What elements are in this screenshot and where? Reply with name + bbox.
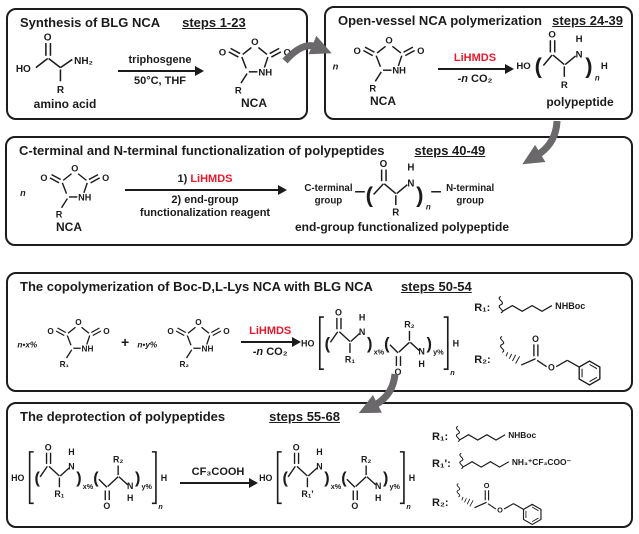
exo-o-left: O — [218, 47, 227, 59]
r1-definition — [474, 294, 607, 322]
atom-h2: H — [127, 492, 134, 503]
atom-h-end: H — [408, 472, 416, 483]
paren-close: ) — [585, 53, 593, 79]
arrow-line — [438, 68, 512, 70]
panel5-header — [8, 404, 631, 424]
ammonium-tfa-label: NH₃⁺CF₃COO⁻ — [511, 456, 571, 467]
paren-close-1: ) — [76, 469, 82, 488]
sub-n: n — [406, 501, 411, 511]
sub-xpct: x% — [373, 347, 385, 357]
atom-r: R — [56, 85, 65, 97]
atom-h-end: H — [600, 60, 608, 72]
arrow-line — [125, 189, 285, 191]
sub-n: n — [450, 367, 455, 377]
atom-ho: HO — [516, 60, 531, 72]
endgroup-polypeptide-caption: end-group functionalized polypeptide — [295, 219, 509, 234]
sub-n: n — [158, 501, 163, 511]
atom-ho: HO — [301, 338, 315, 349]
atom-h-end: H — [452, 338, 460, 349]
amino-acid-drawing — [14, 30, 116, 98]
paren-open-1: ( — [324, 334, 331, 353]
atom-n1: N — [68, 461, 75, 472]
prefix-n: n — [332, 59, 339, 71]
panel3-steps: steps 40-49 — [414, 143, 486, 158]
ring-r: R — [369, 82, 377, 94]
atom-n: N — [575, 49, 583, 61]
polypeptide-drawing — [514, 28, 639, 96]
arrow-line — [241, 341, 299, 343]
plus-sign: + — [121, 333, 130, 350]
exo-o-right: O — [223, 327, 230, 336]
panel4-title: The copolymerization of Boc-D,L-Lys NCA with BLG NCA — [20, 279, 373, 294]
panel1-header — [8, 10, 306, 30]
paren-close-1: ) — [367, 334, 373, 353]
atom-o1: O — [292, 442, 300, 453]
atom-h2: H — [375, 492, 382, 503]
nhboc-label: NHBoc — [508, 429, 537, 440]
paren-open-2: ( — [384, 334, 390, 353]
reagent-triphosgene: triphosgene — [128, 53, 192, 66]
panel-open-vessel-polymerization — [324, 6, 633, 120]
atom-r1-prime: R₁' — [301, 488, 314, 499]
ring-r: R — [234, 85, 242, 97]
exo-o-left: O — [353, 44, 361, 56]
atom-r2: R₂ — [404, 319, 415, 330]
atom-h-top: H — [407, 162, 415, 174]
flow-arrow-panel1-to-panel2 — [281, 28, 335, 66]
atom-n2: N — [375, 480, 382, 491]
ring-o: O — [385, 34, 393, 46]
n-terminal-label: N-terminal — [446, 182, 495, 194]
ring-nh: NH — [392, 64, 406, 76]
step2-line2: functionalization reagent — [139, 206, 271, 219]
carbonyl-o: O — [531, 334, 539, 345]
exo-o-right: O — [283, 47, 291, 59]
exo-o-left: O — [40, 173, 48, 184]
r2-chain-benzyl — [491, 330, 607, 389]
flow-arrow-panel2-to-panel3 — [512, 116, 564, 170]
paren-open: ( — [534, 53, 542, 79]
sub-n: n — [594, 73, 600, 83]
nca-structure-2 — [330, 30, 436, 108]
panel1-title: Synthesis of BLG NCA — [20, 15, 161, 30]
c-terminal-label: C-terminal — [304, 182, 353, 194]
panel3-title: C-terminal and N-terminal functionalization of polypeptides — [19, 143, 385, 158]
rgroup-legend-p5 — [432, 424, 578, 528]
rgroup-legend-p4 — [474, 294, 607, 389]
nhboc-label: NHBoc — [555, 300, 586, 311]
endgroup-polypeptide-drawing — [296, 159, 508, 221]
atom-r1: R₁ — [345, 354, 356, 365]
r1-chain-nhboc — [448, 424, 544, 450]
r1-prime-label: R₁': — [432, 458, 451, 470]
paren-close: ) — [416, 181, 424, 207]
sub-xpct: x% — [330, 481, 342, 491]
nca-structure-3 — [17, 158, 121, 234]
boc-lys-nca-structure — [10, 313, 120, 370]
arrow-line — [118, 70, 202, 72]
panel4-steps: steps 50-54 — [400, 279, 472, 294]
flow-arrow-panel4-to-panel5 — [346, 370, 402, 418]
panel4-header — [8, 274, 631, 294]
atom-n1: N — [316, 461, 323, 472]
sub-ypct: y% — [389, 481, 400, 491]
ester-o: O — [547, 362, 555, 373]
reagent-lihmds: LiHMDS — [453, 51, 497, 64]
reaction-arrow-2 — [436, 52, 514, 86]
ring-o: O — [195, 318, 202, 327]
amino-acid-structure — [14, 30, 116, 111]
atom-h2: H — [418, 358, 426, 369]
reaction-arrow-3 — [121, 173, 289, 220]
reaction-arrow-5 — [178, 466, 258, 487]
atom-h-end: H — [160, 472, 168, 483]
sub-xpct: x% — [82, 481, 94, 491]
r2-label: R₂: — [432, 497, 449, 509]
panel-deprotection — [6, 402, 633, 528]
deprotected-copolymer-structure — [258, 439, 426, 513]
panel2-header — [326, 8, 631, 28]
panel5-steps: steps 55-68 — [269, 409, 340, 424]
atom-r2: R₂ — [112, 454, 124, 465]
paren-close-2: ) — [383, 469, 389, 488]
paren-close-2: ) — [135, 469, 141, 488]
step1-reagent: 1) LiHMDS — [177, 172, 233, 185]
step2-line1: 2) end-group — [171, 193, 239, 206]
panel2-steps: steps 24-39 — [552, 13, 623, 28]
exo-o-right: O — [417, 44, 425, 56]
endgroup-polypeptide-structure — [295, 159, 509, 234]
atom-n2: N — [127, 480, 134, 491]
prefix-n: n — [20, 188, 26, 199]
deprotected-copolymer-drawing — [258, 439, 426, 513]
nca-caption-2: NCA — [370, 93, 396, 108]
ring-nh: NH — [258, 67, 273, 79]
r2-definition — [432, 478, 578, 528]
atom-o2: O — [351, 500, 359, 511]
atom-h1: H — [68, 447, 75, 458]
boc-lys-nca-drawing — [10, 313, 120, 370]
nca-drawing-2 — [330, 30, 436, 95]
ring-o: O — [75, 318, 82, 327]
reagent-tfa: CF₃COOH — [191, 465, 245, 478]
atom-ho: HO — [11, 472, 25, 483]
atom-h-top: H — [575, 33, 583, 45]
condition-50c-thf: 50°C, THF — [133, 74, 187, 87]
r1-chain-nhboc — [490, 294, 594, 322]
paren-open: ( — [365, 181, 374, 207]
copolymer-structure — [300, 304, 470, 379]
atom-o: O — [43, 32, 52, 44]
r1-label: R₁: — [432, 431, 449, 443]
nca-drawing-3 — [17, 158, 121, 221]
reaction-arrow-1 — [116, 54, 204, 88]
amino-acid-caption: amino acid — [33, 97, 97, 111]
panel2-title: Open-vessel NCA polymerization — [338, 13, 542, 28]
panel5-title: The deprotection of polypeptides — [20, 409, 226, 424]
atom-n: N — [407, 177, 415, 189]
atom-h1: H — [316, 447, 323, 458]
ring-o: O — [71, 163, 79, 174]
ring-nh: NH — [201, 344, 214, 354]
atom-ho: HO — [259, 472, 273, 483]
paren-close-1: ) — [324, 469, 330, 488]
copolymer-drawing — [300, 304, 470, 379]
ring-r: R — [55, 209, 63, 220]
atom-n1: N — [359, 326, 366, 337]
carbonyl-o: O — [483, 481, 489, 491]
atom-o1: O — [44, 442, 52, 453]
ring-o: O — [251, 36, 259, 48]
condition-co2: -n CO₂ — [457, 72, 493, 85]
paren-open-2: ( — [341, 469, 347, 488]
atom-n2: N — [418, 346, 426, 357]
ester-o: O — [496, 505, 503, 515]
panel-synthesis-blg-nca — [6, 8, 308, 120]
nca-caption-3: NCA — [56, 220, 82, 234]
atom-o2: O — [394, 366, 402, 377]
exo-o-right: O — [103, 327, 110, 336]
r2-label: R₂: — [474, 353, 491, 366]
sub-ypct: y% — [141, 481, 152, 491]
r1-prime-chain-tfa — [451, 451, 578, 477]
paren-close-2: ) — [426, 334, 433, 353]
blg-nca-structure — [130, 313, 240, 370]
r2-definition — [474, 330, 607, 389]
atom-o: O — [379, 158, 388, 170]
ring-nh: NH — [81, 344, 94, 354]
atom-o1: O — [335, 307, 343, 318]
c-terminal-label2: group — [314, 194, 343, 206]
r1-definition — [432, 424, 578, 450]
atom-r: R — [392, 207, 400, 219]
atom-o: O — [548, 29, 556, 41]
atom-nh2: NH₂ — [74, 56, 93, 67]
protected-copolymer-structure — [10, 439, 178, 513]
paren-open-1: ( — [34, 469, 40, 488]
atom-o2: O — [103, 500, 111, 511]
panel1-steps: steps 1-23 — [182, 15, 246, 30]
r1-label: R₁: — [474, 302, 491, 314]
atom-h1: H — [359, 312, 366, 323]
prefix-nx: n•x% — [17, 340, 38, 350]
atom-r1: R₁ — [54, 488, 65, 499]
ring-r1: R₁ — [59, 360, 69, 369]
exo-o-left: O — [47, 327, 54, 336]
reaction-arrow-4 — [240, 325, 300, 359]
exo-o-left: O — [167, 327, 174, 336]
arrow-line — [180, 482, 256, 484]
blg-nca-drawing — [130, 313, 240, 370]
reagent-lihmds: LiHMDS — [249, 324, 292, 337]
r1-prime-definition — [432, 451, 578, 477]
ring-nh: NH — [78, 192, 92, 203]
r2-chain-benzyl — [449, 478, 547, 528]
condition-co2: -n CO₂ — [252, 345, 288, 358]
protected-copolymer-drawing — [10, 439, 178, 513]
atom-r: R — [560, 80, 568, 92]
atom-r2: R₂ — [360, 454, 372, 465]
ring-r2: R₂ — [179, 360, 190, 369]
sub-ypct: y% — [433, 347, 444, 357]
paren-open-2: ( — [93, 469, 99, 488]
polypeptide-caption: polypeptide — [546, 95, 614, 109]
exo-o-right: O — [102, 173, 110, 184]
panel-copolymerization — [6, 272, 633, 392]
n-terminal-label2: group — [456, 194, 484, 206]
paren-open-1: ( — [282, 469, 288, 488]
sub-n: n — [425, 201, 431, 211]
nca-caption-1: NCA — [241, 96, 267, 110]
atom-ho: HO — [15, 64, 31, 76]
polypeptide-structure — [514, 28, 639, 109]
prefix-ny: n•y% — [137, 340, 158, 350]
